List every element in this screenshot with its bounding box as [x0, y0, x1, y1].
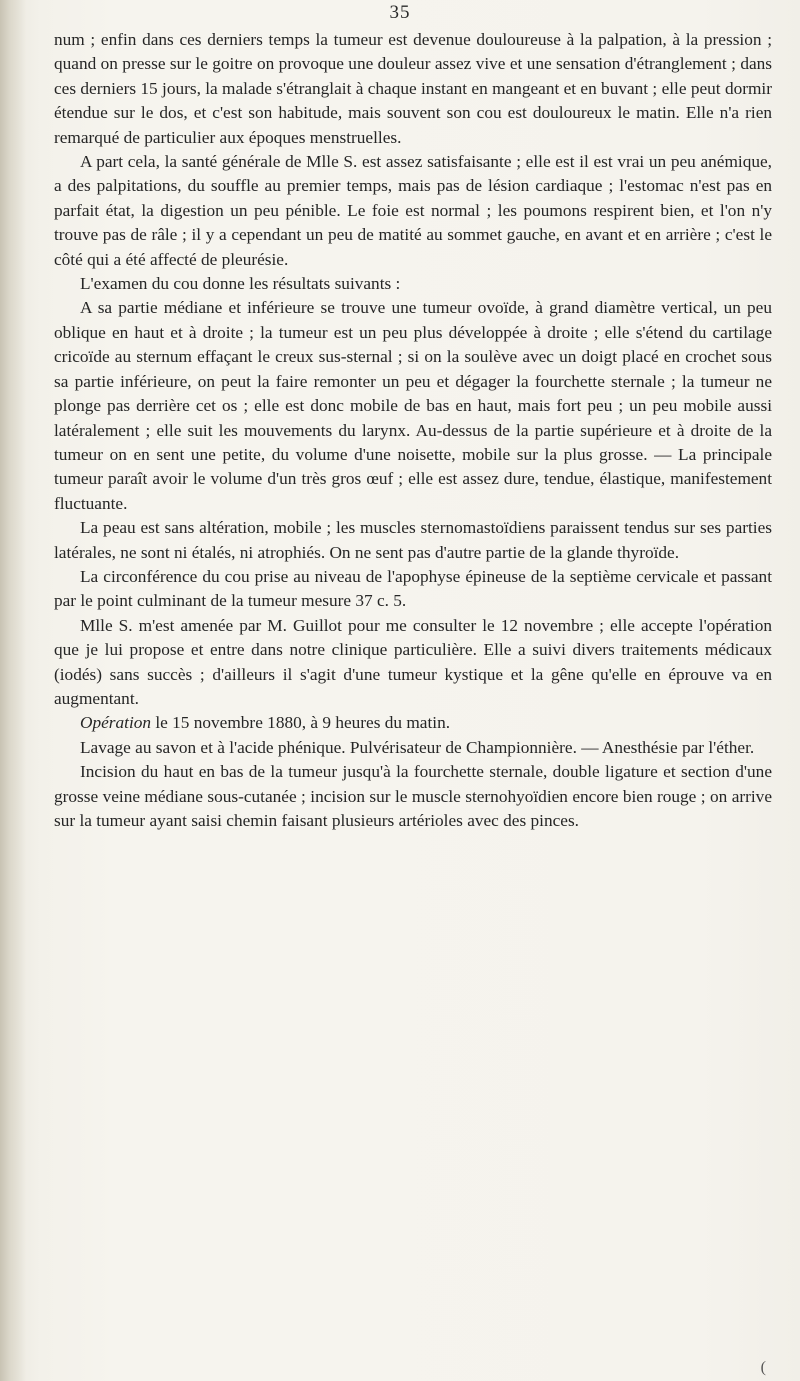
paragraph-consultation: Mlle S. m'est amenée par M. Guillot pour me consulter le 12 novembre ; elle accepte l'opération que je lui propose et entre dans notre clinique particulière. Elle a suivi divers traitements médicaux (iodés) sans succès ; d'ailleurs il s'agit d'une tumeur kystique et la gêne qu'elle en éprouve va en augmentant. [54, 615, 772, 708]
paragraph-operation-date [54, 711, 772, 735]
paragraph-preparation: Lavage au savon et à l'acide phénique. Pulvérisateur de Championnière. — Anesthésie par l'éther. [80, 737, 755, 757]
paragraph-neck-circumference: La circonférence du cou prise au niveau de l'apophyse épineuse de la septième cervicale et passant par le point culminant de la tumeur mesure 37 c. 5. [54, 566, 772, 611]
paragraph-skin-muscles: La peau est sans altération, mobile ; les muscles sternomastoïdiens paraissent tendus sur ses parties latérales, ne sont ni étalés, ni atrophiés. On ne sent pas d'autre partie de la glande thyroïde. [54, 518, 772, 562]
operation-date-text: le 15 novembre 1880, à 9 heures du matin. [151, 713, 451, 733]
paragraph-general-health: A part cela, la santé générale de Mlle S. est assez satisfaisante ; elle est il est vrai un peu anémique, a des palpitations, du souffle au premier temps, mais pas de lésion cardiaque ; l'estomac n'est pas en parfait état, la digestion un peu pénible. Le foie est normal ; les poumons respirent bien, et l'on n'y trouve pas de râle ; il y a cependant un peu de matité au sommet gauche, en avant et en arrière ; c'est le côté qui a été affecté de pleurésie. [54, 152, 772, 269]
operation-heading: Opération [80, 713, 152, 733]
bottom-edge-mark: ( [760, 1359, 766, 1376]
page-number: 35 [389, 2, 411, 23]
paragraph-continuation: num ; enfin dans ces derniers temps la tumeur est devenue douloureuse à la palpation, à la pression ; quand on presse sur le goitre on provoque une douleur assez vive et une sensation d'étranglement ; dans ces derniers 15 jours, la malade s'étranglait à chaque instant en mangeant et en buvant ; elle peut dormir étendue sur le dos, et c'est son habitude, mais souvent son cou est douloureux le matin. Elle n'a rien remarqué de particulier aux époques menstruelles. [54, 30, 772, 147]
body-text [54, 28, 772, 833]
binding-shadow [0, 0, 26, 1381]
paragraph-tumor-description: A sa partie médiane et inférieure se trouve une tumeur ovoïde, à grand diamètre vertical, un peu oblique en haut et à droite ; la tumeur est un peu plus développée à droite ; elle s'étend du cartilage cricoïde au sternum effaçant le creux sus-sternal ; si on la soulève avec un doigt placé en crochet sous sa partie inférieure, on peut la faire remonter un peu et dégager la fourchette sternale ; la tumeur ne plonge pas derrière cet os ; elle est donc mobile de bas en haut, mais fort peu ; un peu mobile aussi latéralement ; elle suit les mouvements du larynx. Au-dessus de la partie supérieure et à droite de la tumeur on en sent une petite, du volume d'une noisette, mobile sur la plus grosse. — La principale tumeur paraît avoir le volume d'un très gros œuf ; elle est assez dure, tendue, élastique, manifestement fluctuante. [54, 298, 772, 513]
paragraph-neck-exam-intro: L'examen du cou donne les résultats suivants : [80, 274, 401, 294]
paragraph-incision: Incision du haut en bas de la tumeur jusqu'à la fourchette sternale, double ligature et section d'une grosse veine médiane sous-cutanée ; incision sur le muscle sternohyoïdien encore bien rouge ; on arrive sur la tumeur ayant saisi chemin faisant plusieurs artérioles avec des pinces. [54, 762, 772, 830]
